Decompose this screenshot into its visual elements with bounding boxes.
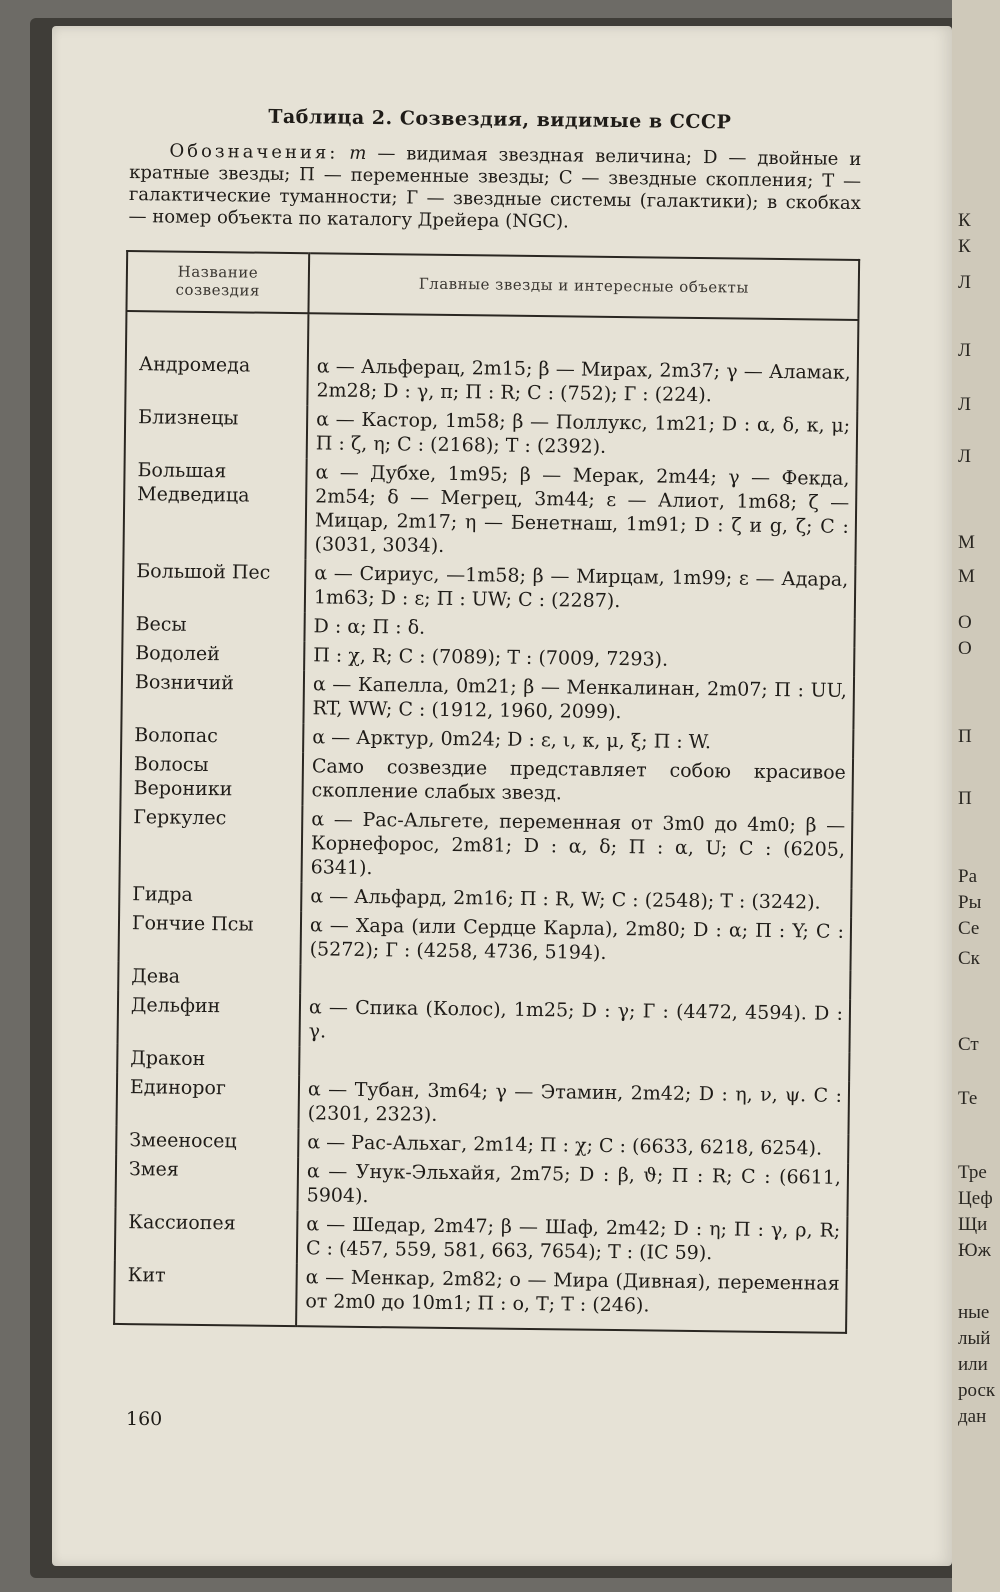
- facing-fragment: Л: [958, 340, 971, 361]
- constellation-name: Большой Пес: [123, 557, 306, 612]
- constellation-objects: α — Менкар, 2m82; о — Мира (Дивная), переменная от 2m0 до 10m1; П : о, Т; Т : (246).: [305, 1266, 840, 1317]
- constellation-objects: α — Дубхе, 1m95; β — Мерак, 2m44; γ — Фекда, 2m54; δ — Мегрец, 3m44; ε — Алиот, 1m68; ζ — Мицар, 2m17; η — Бенетнаш, 1m91; D : ζ и g, ζ; С : (3031, 3034).: [314, 461, 850, 557]
- facing-fragment: Ск: [958, 948, 980, 969]
- table-row: [120, 750, 853, 812]
- facing-fragment: ные: [958, 1302, 990, 1323]
- page-number: 160: [126, 1408, 163, 1430]
- constellation-objects: α — Альферац, 2m15; β — Мирах, 2m37; γ — Аламак, 2m28; D : γ, π; П : R; С : (752); Г : (224).: [316, 355, 851, 407]
- constellation-objects: α — Хара (или Сердце Карла), 2m80; D : α; П : Y; С : (5272); Г : (4258, 4736, 5194).: [309, 914, 845, 964]
- table-row: [115, 1208, 848, 1270]
- table-row: [114, 1261, 847, 1333]
- facing-fragment: К: [958, 236, 971, 257]
- page-content: [113, 104, 862, 1334]
- table-row: [123, 557, 856, 619]
- facing-fragment: Л: [958, 272, 971, 293]
- constellation-name: Гончие Псы: [119, 909, 302, 964]
- facing-fragment: М: [958, 532, 975, 553]
- table-row: [121, 668, 854, 730]
- facing-fragment: роск: [958, 1380, 996, 1401]
- legend-lead: Обозначения:: [169, 140, 339, 164]
- constellation-name: Единорог: [117, 1073, 300, 1128]
- constellation-objects: α — Спика (Колос), 1m25; D : γ; Г : (4472, 4594). D : γ.: [308, 996, 844, 1043]
- constellation-objects: α — Арктур, 0m24; D : ε, ι, κ, μ, ξ; П : W.: [312, 726, 712, 754]
- constellation-name: Близнецы: [125, 403, 308, 458]
- facing-fragment: Ст: [958, 1034, 979, 1055]
- constellation-objects: α — Рас-Альгете, переменная от 3m0 до 4m0; β — Корнефорос, 2m81; D : α, δ; П : α, U; С : (6205, 6341).: [310, 808, 846, 880]
- table-row: [118, 991, 851, 1053]
- facing-fragment: или: [958, 1354, 988, 1375]
- table-legend: [128, 140, 861, 237]
- header-constellation-name: Название созвездия: [126, 251, 309, 313]
- constellation-name: Дельфин: [118, 991, 301, 1046]
- facing-fragment: Тре: [958, 1162, 987, 1183]
- constellation-objects: α — Альфард, 2m16; П : R, W; С : (2548); Т : (3242).: [310, 885, 821, 914]
- constellation-objects: α — Сириус, —1m58; β — Мирцам, 1m99; ε — Адара, 1m63; D : ε; П : UW; С : (2287).: [313, 562, 849, 613]
- facing-fragment: Ры: [958, 892, 982, 913]
- facing-fragment: П: [958, 726, 972, 747]
- constellation-name: Кассиопея: [115, 1208, 298, 1263]
- constellation-name: Весы: [122, 610, 304, 641]
- constellation-name: Андромеда: [125, 311, 308, 405]
- table-row: [120, 803, 853, 889]
- constellation-name: Дракон: [117, 1044, 299, 1075]
- table-row: [125, 403, 858, 465]
- constellation-name: Змееносец: [116, 1126, 298, 1157]
- facing-fragment: О: [958, 638, 972, 659]
- table-header-row: [126, 251, 859, 320]
- table-row: [123, 456, 856, 566]
- constellation-objects: П : χ, R; С : (7089); Т : (7009, 7293).: [313, 644, 669, 671]
- constellation-name: Дева: [118, 962, 300, 993]
- facing-fragment: Щи: [958, 1214, 988, 1235]
- constellation-name: Геркулес: [120, 803, 303, 882]
- constellation-name: Возничий: [121, 668, 304, 723]
- legend-symbol: m: [349, 142, 367, 164]
- constellation-name: Большая Медведица: [123, 456, 306, 559]
- facing-fragment: К: [958, 210, 971, 231]
- table-row: [119, 909, 852, 971]
- constellation-name: Волопас: [121, 721, 303, 752]
- facing-fragment: П: [958, 788, 972, 809]
- facing-fragment: М: [958, 566, 975, 587]
- constellations-table: [113, 250, 860, 1334]
- facing-fragment: Се: [958, 918, 980, 939]
- facing-fragment: Ра: [958, 866, 977, 887]
- constellation-objects: α — Капелла, 0m21; β — Менкалинан, 2m07; П : UU, RT, WW; С : (1912, 1960, 2099).: [312, 673, 848, 724]
- constellation-objects: α — Шедар, 2m47; β — Шаф, 2m42; D : η; П : γ, ρ, R; С : (457, 559, 581, 663, 7654); Т : (IC 59).: [305, 1213, 841, 1265]
- facing-fragment: дан: [958, 1406, 987, 1427]
- facing-fragment: Юж: [958, 1240, 991, 1261]
- constellation-objects: α — Кастор, 1m58; β — Поллукс, 1m21; D : α, δ, κ, μ; П : ζ, η; С : (2168); Т : (2392).: [315, 408, 851, 458]
- header-main-stars: Главные звезды и интересные объекты: [308, 253, 859, 320]
- constellation-objects: Само созвездие представляет собою красивое скопление слабых звезд.: [311, 755, 847, 805]
- table-row: [125, 311, 858, 412]
- constellation-name: Водолей: [122, 639, 304, 670]
- facing-fragment: Л: [958, 394, 971, 415]
- constellation-objects: α — Тубан, 3m64; γ — Этамин, 2m42; D : η, ν, ψ. С : (2301, 2323).: [307, 1078, 843, 1126]
- constellation-name: Гидра: [119, 880, 301, 911]
- facing-page: [952, 0, 1000, 1592]
- facing-fragment: Л: [958, 446, 971, 467]
- constellation-name: Змея: [116, 1155, 299, 1210]
- constellation-name: Кит: [114, 1261, 297, 1326]
- facing-fragment: лый: [958, 1328, 991, 1349]
- facing-fragment: Цеф: [958, 1188, 993, 1209]
- legend-text: — видимая звездная величина; D — двойные и кратные звезды; П — переменные звезды; С — звездные скопления; Т — галактические туманности; Г — звездные системы (галактики); в скобках — номер объекта по каталогу Дрейера (NGC).: [128, 143, 862, 233]
- constellation-objects: α — Рас-Альхаг, 2m14; П : χ; С : (6633, 6218, 6254).: [307, 1131, 823, 1160]
- constellation-objects: D : α; П : δ.: [313, 615, 426, 639]
- table-title: Таблица 2. Созвездия, видимые в СССР: [268, 105, 732, 134]
- table-row: [116, 1155, 849, 1217]
- facing-fragment: О: [958, 612, 972, 633]
- facing-fragment: Те: [958, 1088, 978, 1109]
- constellation-objects: α — Унук-Эльхайя, 2m75; D : β, ϑ; П : R; С : (6611, 5904).: [306, 1160, 842, 1208]
- constellation-name: Волосы Вероники: [120, 750, 303, 805]
- table-row: [117, 1073, 850, 1135]
